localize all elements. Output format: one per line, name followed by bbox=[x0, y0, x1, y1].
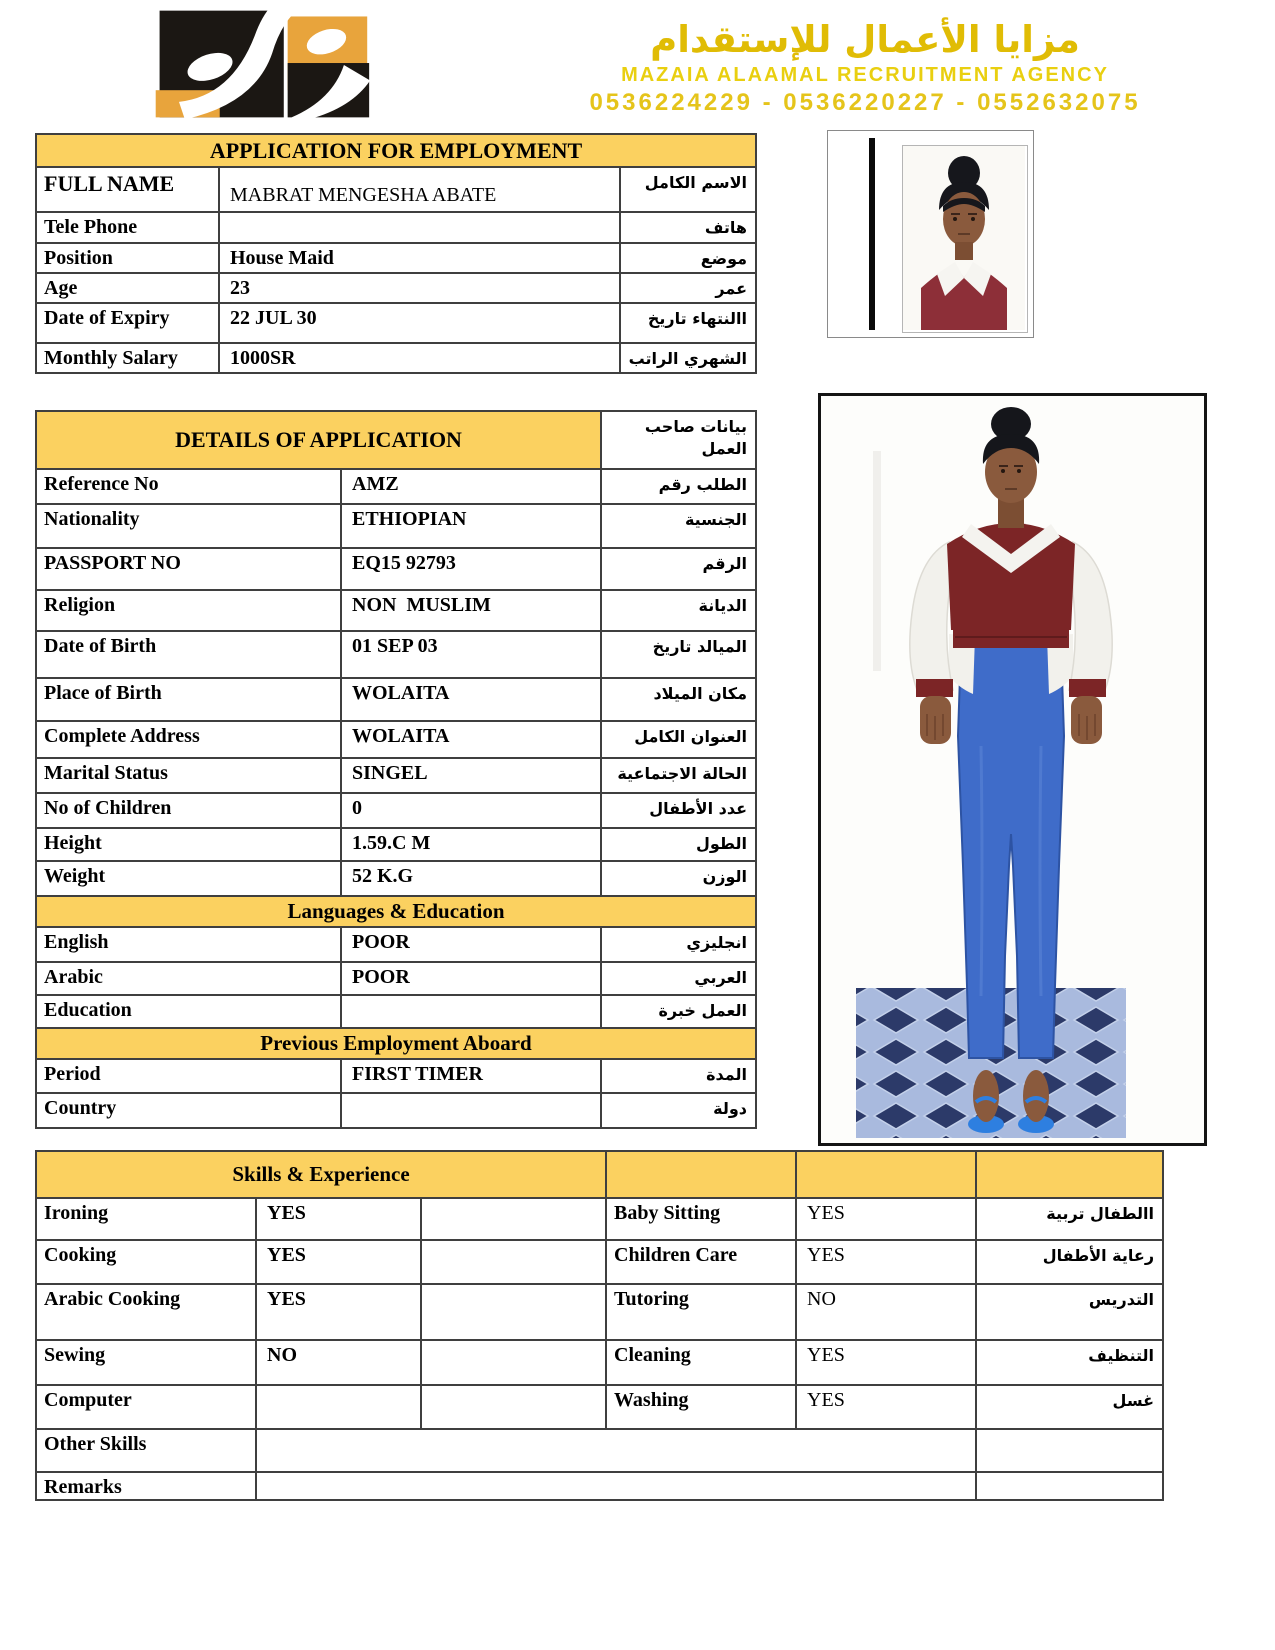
details-table bbox=[35, 410, 757, 1129]
field-label: Religion bbox=[36, 590, 341, 631]
table-row bbox=[36, 504, 756, 548]
empty-cell bbox=[976, 1472, 1163, 1500]
table-row bbox=[36, 1340, 1163, 1385]
table-row bbox=[36, 995, 756, 1028]
agency-name-arabic: مزايا الأعمال للإستقدام bbox=[650, 18, 1080, 61]
remarks-value bbox=[256, 1472, 976, 1500]
table-row bbox=[36, 1240, 1163, 1284]
section-header-row bbox=[36, 896, 756, 927]
field-value: EQ15 92793 bbox=[341, 548, 601, 590]
field-label-arabic: الرقم bbox=[601, 548, 756, 590]
field-label: Place of Birth bbox=[36, 678, 341, 721]
field-label-arabic: الميالد تاريخ bbox=[601, 631, 756, 678]
table-row bbox=[36, 678, 756, 721]
field-label-arabic: مكان الميلاد bbox=[601, 678, 756, 721]
skill-label: Tutoring bbox=[606, 1284, 796, 1340]
table-row bbox=[36, 1198, 1163, 1240]
table-row bbox=[36, 793, 756, 828]
field-label: Nationality bbox=[36, 504, 341, 548]
field-label-arabic: موضع bbox=[620, 243, 756, 273]
field-label: No of Children bbox=[36, 793, 341, 828]
field-value: 0 bbox=[341, 793, 601, 828]
field-label-arabic: عمر bbox=[620, 273, 756, 303]
table-row bbox=[36, 927, 756, 962]
table-row bbox=[36, 1093, 756, 1128]
photo-edge-bar bbox=[869, 138, 875, 330]
table-title-row bbox=[36, 411, 756, 469]
field-value bbox=[219, 212, 620, 243]
field-label: Height bbox=[36, 828, 341, 861]
empty-header-cell bbox=[976, 1151, 1163, 1198]
skill-label-arabic: التنظيف bbox=[976, 1340, 1163, 1385]
field-value: WOLAITA bbox=[341, 721, 601, 758]
agency-phone-numbers: 0536224229 - 0536220227 - 0552632075 bbox=[589, 89, 1141, 116]
skill-value: YES bbox=[256, 1240, 421, 1284]
passport-photo bbox=[827, 130, 1034, 338]
field-label-arabic: الديانة bbox=[601, 590, 756, 631]
field-value: SINGEL bbox=[341, 758, 601, 793]
field-label: Date of Expiry bbox=[36, 303, 219, 343]
field-label: Arabic bbox=[36, 962, 341, 995]
field-value: 52 K.G bbox=[341, 861, 601, 896]
field-label-arabic: الطلب رقم bbox=[601, 469, 756, 504]
table-row bbox=[36, 167, 756, 212]
application-table bbox=[35, 133, 757, 374]
skill-value: NO bbox=[256, 1340, 421, 1385]
field-label-arabic: العنوان الكامل bbox=[601, 721, 756, 758]
skill-label: Cooking bbox=[36, 1240, 256, 1284]
skill-value: YES bbox=[796, 1240, 976, 1284]
empty-cell bbox=[421, 1284, 606, 1340]
field-label: Marital Status bbox=[36, 758, 341, 793]
section-header-row bbox=[36, 1028, 756, 1059]
field-label-arabic: الطول bbox=[601, 828, 756, 861]
field-value: POOR bbox=[341, 927, 601, 962]
table-row bbox=[36, 1385, 1163, 1429]
table-row bbox=[36, 273, 756, 303]
field-value: 1000SR bbox=[219, 343, 620, 373]
skill-label-arabic: رعاية الأطفال bbox=[976, 1240, 1163, 1284]
languages-section-title: Languages & Education bbox=[36, 896, 756, 927]
field-label: Period bbox=[36, 1059, 341, 1093]
table-row bbox=[36, 1429, 1163, 1472]
skill-label: Arabic Cooking bbox=[36, 1284, 256, 1340]
details-table-title-arabic: بيانات صاحب العمل bbox=[601, 411, 756, 469]
skill-value: NO bbox=[796, 1284, 976, 1340]
field-label: Reference No bbox=[36, 469, 341, 504]
field-label-arabic: عدد الأطفال bbox=[601, 793, 756, 828]
field-label-arabic: العمل خبرة bbox=[601, 995, 756, 1028]
field-value: NON MUSLIM bbox=[341, 590, 601, 631]
table-row bbox=[36, 861, 756, 896]
field-label-arabic: هاتف bbox=[620, 212, 756, 243]
empty-cell bbox=[976, 1429, 1163, 1472]
field-label: Position bbox=[36, 243, 219, 273]
skill-label-arabic: التدريس bbox=[976, 1284, 1163, 1340]
field-label: Age bbox=[36, 273, 219, 303]
field-value: POOR bbox=[341, 962, 601, 995]
skill-label: Children Care bbox=[606, 1240, 796, 1284]
field-label-arabic: انجليزي bbox=[601, 927, 756, 962]
field-label: Weight bbox=[36, 861, 341, 896]
field-label-arabic: الحالة الاجتماعية bbox=[601, 758, 756, 793]
table-title-row bbox=[36, 1151, 1163, 1198]
skills-table-title: Skills & Experience bbox=[36, 1151, 606, 1198]
field-label: FULL NAME bbox=[36, 167, 219, 212]
table-row bbox=[36, 343, 756, 373]
other-skills-value bbox=[256, 1429, 976, 1472]
field-value: AMZ bbox=[341, 469, 601, 504]
table-row bbox=[36, 962, 756, 995]
field-label-arabic: االنتهاء تاريخ bbox=[620, 303, 756, 343]
field-label-arabic: الشهري الراتب bbox=[620, 343, 756, 373]
field-label: Complete Address bbox=[36, 721, 341, 758]
table-row bbox=[36, 590, 756, 631]
field-label: Country bbox=[36, 1093, 341, 1128]
field-label: Date of Birth bbox=[36, 631, 341, 678]
application-table-title: APPLICATION FOR EMPLOYMENT bbox=[36, 134, 756, 167]
field-value bbox=[341, 1093, 601, 1128]
field-value bbox=[341, 995, 601, 1028]
field-value: FIRST TIMER bbox=[341, 1059, 601, 1093]
field-label: Monthly Salary bbox=[36, 343, 219, 373]
agency-logo-icon bbox=[146, 4, 374, 129]
table-row bbox=[36, 758, 756, 793]
remarks-label: Remarks bbox=[36, 1472, 256, 1500]
skill-value bbox=[256, 1385, 421, 1429]
details-table-title: DETAILS OF APPLICATION bbox=[36, 411, 601, 469]
field-value: House Maid bbox=[219, 243, 620, 273]
table-row bbox=[36, 721, 756, 758]
skill-label-arabic: االطفال تربية bbox=[976, 1198, 1163, 1240]
empty-cell bbox=[421, 1198, 606, 1240]
field-label-arabic: المدة bbox=[601, 1059, 756, 1093]
skill-label: Ironing bbox=[36, 1198, 256, 1240]
passport-photo-frame bbox=[902, 145, 1028, 333]
table-row bbox=[36, 1284, 1163, 1340]
field-label-arabic: الاسم الكامل bbox=[620, 167, 756, 212]
table-row bbox=[36, 243, 756, 273]
skill-label-arabic: غسل bbox=[976, 1385, 1163, 1429]
skill-label: Computer bbox=[36, 1385, 256, 1429]
field-value: WOLAITA bbox=[341, 678, 601, 721]
field-value: 1.59.C M bbox=[341, 828, 601, 861]
skills-table bbox=[35, 1150, 1164, 1501]
table-row bbox=[36, 828, 756, 861]
table-row bbox=[36, 1059, 756, 1093]
empty-cell bbox=[421, 1385, 606, 1429]
full-body-photo bbox=[818, 393, 1207, 1146]
table-row bbox=[36, 212, 756, 243]
table-row bbox=[36, 303, 756, 343]
skill-value: YES bbox=[256, 1198, 421, 1240]
field-label: Education bbox=[36, 995, 341, 1028]
skill-label: Sewing bbox=[36, 1340, 256, 1385]
skill-value: YES bbox=[796, 1385, 976, 1429]
skill-label: Cleaning bbox=[606, 1340, 796, 1385]
skill-label: Washing bbox=[606, 1385, 796, 1429]
field-value: 23 bbox=[219, 273, 620, 303]
field-label: Tele Phone bbox=[36, 212, 219, 243]
field-value: ETHIOPIAN bbox=[341, 504, 601, 548]
field-label-arabic: العربي bbox=[601, 962, 756, 995]
skill-value: YES bbox=[796, 1198, 976, 1240]
agency-header bbox=[520, 18, 1210, 118]
skill-value: YES bbox=[256, 1284, 421, 1340]
field-label: PASSPORT NO bbox=[36, 548, 341, 590]
field-value: 22 JUL 30 bbox=[219, 303, 620, 343]
table-title-row bbox=[36, 134, 756, 167]
empty-header-cell bbox=[606, 1151, 796, 1198]
employment-section-title: Previous Employment Aboard bbox=[36, 1028, 756, 1059]
skill-value: YES bbox=[796, 1340, 976, 1385]
other-skills-label: Other Skills bbox=[36, 1429, 256, 1472]
table-row bbox=[36, 1472, 1163, 1500]
field-value: MABRAT MENGESHA ABATE bbox=[219, 167, 620, 212]
field-label-arabic: دولة bbox=[601, 1093, 756, 1128]
field-label: English bbox=[36, 927, 341, 962]
empty-cell bbox=[421, 1240, 606, 1284]
field-label-arabic: الجنسية bbox=[601, 504, 756, 548]
table-row bbox=[36, 631, 756, 678]
table-row bbox=[36, 469, 756, 504]
field-value: 01 SEP 03 bbox=[341, 631, 601, 678]
agency-name-english: MAZAIA ALAAMAL RECRUITMENT AGENCY bbox=[621, 64, 1109, 86]
empty-cell bbox=[421, 1340, 606, 1385]
empty-header-cell bbox=[796, 1151, 976, 1198]
field-label-arabic: الوزن bbox=[601, 861, 756, 896]
skill-label: Baby Sitting bbox=[606, 1198, 796, 1240]
table-row bbox=[36, 548, 756, 590]
